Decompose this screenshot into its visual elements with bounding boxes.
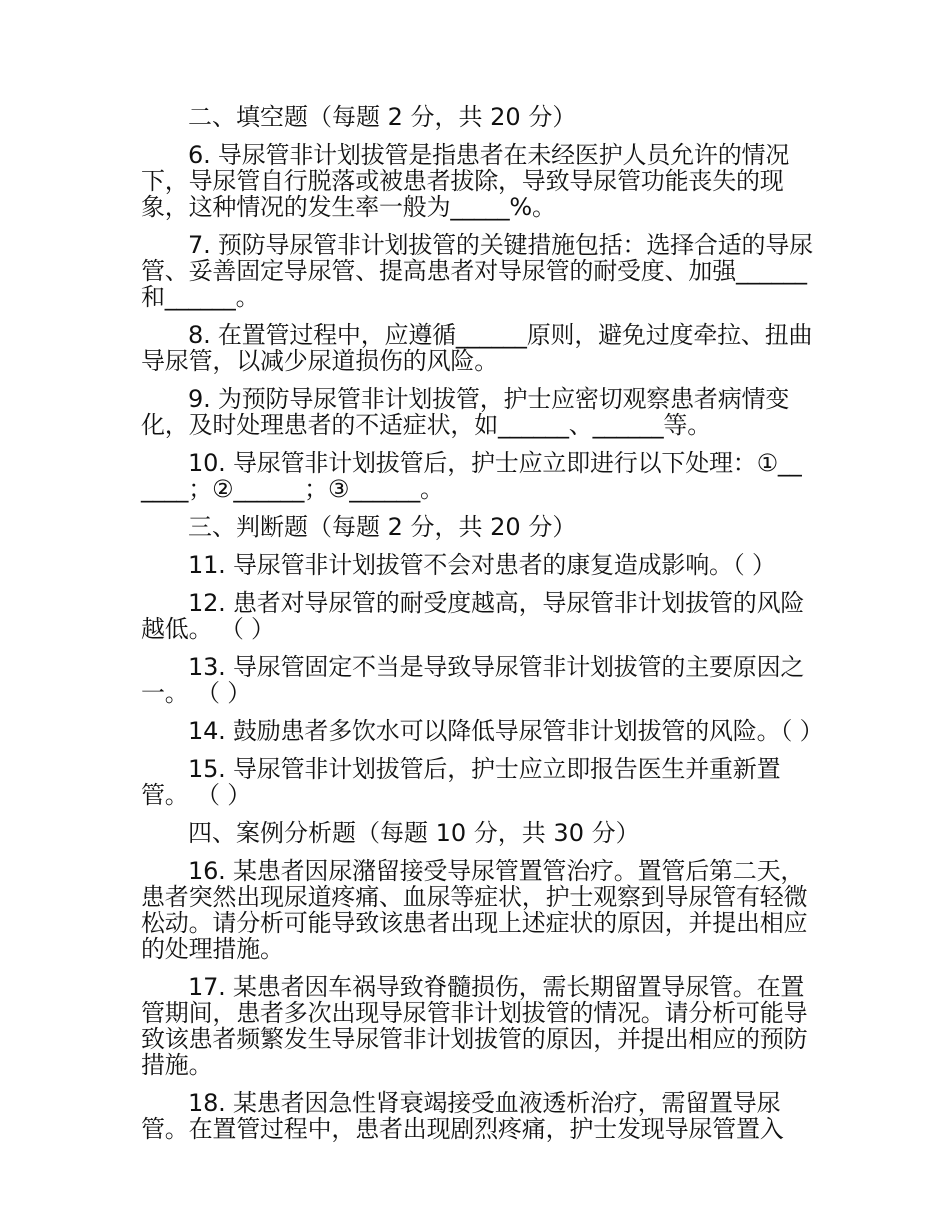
question-11: 11. 导尿管非计划拔管不会对患者的康复造成影响。（ ） bbox=[188, 551, 776, 579]
question-18: 18. 某患者因急性肾衰竭接受血液透析治疗，需留置导尿管。在置管过程中，患者出现剧烈疼痛，护士发现导尿管置入 bbox=[141, 1089, 784, 1143]
question-9: 9. 为预防导尿管非计划拔管，护士应密切观察患者病情变化，及时处理患者的不适症状，如______、______等。 bbox=[141, 385, 790, 439]
question-13: 13. 导尿管固定不当是导致导尿管非计划拔管的主要原因之一。 （ ） bbox=[141, 653, 805, 707]
question-7: 7. 预防导尿管非计划拔管的关键措施包括：选择合适的导尿管、妥善固定导尿管、提高患者对导尿管的耐受度、加强______和______。 bbox=[141, 231, 813, 311]
question-14: 14. 鼓励患者多饮水可以降低导尿管非计划拔管的风险。（ ） bbox=[188, 717, 824, 745]
section-heading-case-analysis: 四、案例分析题（每题 10 分，共 30 分） bbox=[188, 819, 640, 847]
question-17: 17. 某患者因车祸导致脊髓损伤，需长期留置导尿管。在置管期间，患者多次出现导尿管非计划拔管的情况。请分析可能导致该患者频繁发生导尿管非计划拔管的原因，并提出相应的预防措施。 bbox=[141, 973, 808, 1079]
section-heading-fill-blank: 二、填空题（每题 2 分，共 20 分） bbox=[188, 103, 577, 131]
question-6: 6. 导尿管非计划拔管是指患者在未经医护人员允许的情况下，导尿管自行脱落或被患者拔除，导致导尿管功能丧失的现象，这种情况的发生率一般为_____%。 bbox=[141, 141, 790, 221]
question-16: 16. 某患者因尿潴留接受导尿管置管治疗。置管后第二天，患者突然出现尿道疼痛、血尿等症状，护士观察到导尿管有轻微松动。请分析可能导致该患者出现上述症状的原因，并提出相应的处理措施。 bbox=[141, 857, 808, 963]
question-8: 8. 在置管过程中，应遵循______原则，避免过度牵拉、扭曲导尿管，以减少尿道损伤的风险。 bbox=[141, 321, 813, 375]
section-heading-true-false: 三、判断题（每题 2 分，共 20 分） bbox=[188, 513, 577, 541]
question-15: 15. 导尿管非计划拔管后，护士应立即报告医生并重新置管。 （ ） bbox=[141, 755, 781, 809]
question-12: 12. 患者对导尿管的耐受度越高，导尿管非计划拔管的风险越低。 （ ） bbox=[141, 589, 805, 643]
exam-content bbox=[141, 103, 824, 1154]
question-10: 10. 导尿管非计划拔管后，护士应立即进行以下处理：①______；②______；③______。 bbox=[141, 449, 802, 503]
